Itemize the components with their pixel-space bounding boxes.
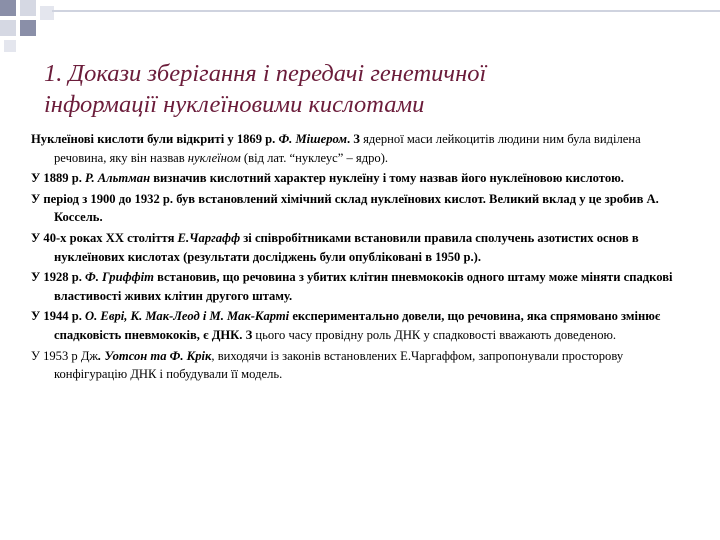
person-name: А. Коссель [54,191,659,225]
slide-body [31,130,691,386]
deco-square [40,6,54,20]
text-run: визначив кислотний характер нуклеїну і тому назвав його нуклеїновою кислотою. [150,171,624,186]
person-name: Ф. Гриффіт [85,270,154,285]
deco-square [0,0,16,16]
term: нуклеїном [187,150,241,165]
person-name: Р. Альтман [85,171,151,186]
text-run: . З [346,132,364,146]
text-run: У 1889 р. [31,171,86,186]
paragraph-chargaff [31,229,691,266]
deco-square [20,0,36,16]
person-name: . Уотсон та Ф. Крік [98,348,212,363]
text-run: , виходячи із законів встановлених Е.Чаргаффом, запропонували просторову конфігурацію ДНК і побудували її модель. [54,348,624,382]
text-run: цього часу провідну роль ДНК у спадковості вважають доведеною. [255,327,617,342]
text-run: ядерної маси лейкоцитів людини ним була виділена речовина, яку він назвав [54,132,641,165]
text-run: (від лат. “нуклеус” – ядро). [240,150,389,165]
text-run: У 40-х роках ХХ століття [31,230,178,245]
paragraph-avery [31,307,691,344]
deco-bar [52,10,720,12]
paragraph-kossel [31,190,691,227]
deco-square [0,20,16,36]
paragraph-griffith [31,268,691,305]
slide-title-line2: інформації нуклеїновими кислотами [44,91,425,118]
deco-square [20,20,36,36]
paragraph-mischer [31,130,691,167]
person-name: О. Еврі, К. Мак-Леод і М. Мак-Карті [85,309,290,324]
text-run: У 1944 р. [31,309,86,324]
deco-square [4,40,16,52]
paragraph-altmann [31,169,691,188]
text-run: експериментально довели, що речовина, яка спрямовано змінює спадковість пневмококів, є ДНК. З [54,309,661,342]
text-run: У 1953 р Дж [31,348,99,363]
person-name: Е.Чаргафф [177,230,241,245]
text-run: встановив, що речовина з убитих клітин пневмококів одного штаму може міняти спадкові властивості живих клітин другого штаму. [54,270,673,303]
slide-title [44,58,684,120]
slide-title-line1: 1. Докази зберігання і передачі генетичної [44,60,487,87]
paragraph-watson-crick [31,347,691,384]
person-name: Ф. Мішером [278,132,347,146]
text-run: зі співробітниками встановили правила сполучень азотистих основ в нуклеїнових кислотах (результати досліджень були опубліковані в 1950 р.). [54,230,639,264]
text-run: Нуклеїнові кислоти були відкриті у 1869 р. [31,132,279,146]
text-run: У період з 1900 до 1932 р. був встановлений хімічний склад нуклеїнових кислот. Великий вклад у це зробив [31,191,647,206]
text-run: . [99,210,103,225]
text-run: У 1928 р. [31,270,86,285]
